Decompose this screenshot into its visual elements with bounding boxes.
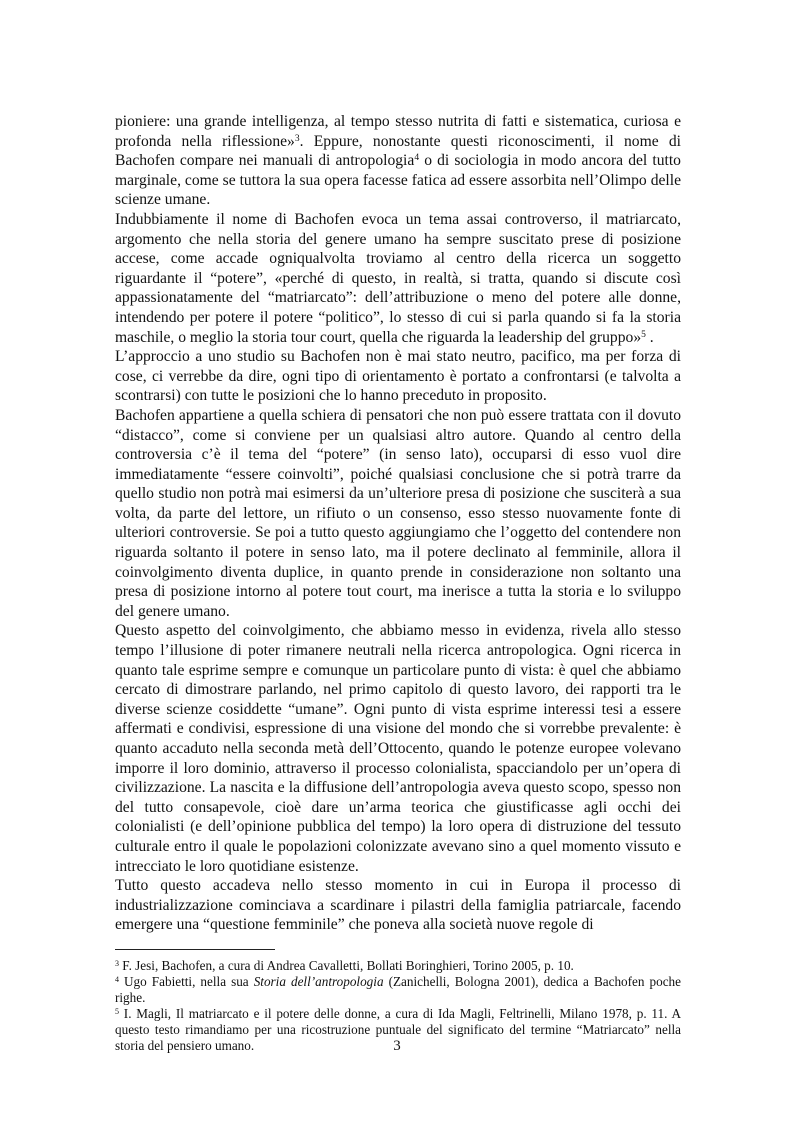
text-run: . Eppure, nonostante questi riconoscimenti, il nome di Bachofen compare nei manuali di antropologia [115,132,681,170]
paragraph-6: Tutto questo accadeva nello stesso momento in cui in Europa il processo di industrializzazione cominciava a scardinare i pilastri della famiglia patriarcale, facendo emergere una “questione femminile” che poneva alla società nuove regole di [115,877,681,934]
text-run: Indubbiamente il nome di Bachofen evoca un tema assai controverso, il matriarcato, argomento che nella storia del genere umano ha sempre suscitato prese di posizione accese, come accade ogniqualvolta troviamo al centro della ricerca un soggetto riguardante il “potere”, «perché di questo, in realtà, si tratta, quando si discute così appassionatamente del “matriarcato”: dell’attribuzione o meno del potere alle donne, intendendo per potere il potere “politico”, lo stesso di cui si parla quando si fa la storia maschile, o meglio la storia tour court, quella che riguarda la leadership del gruppo» [115,210,681,346]
footnote-ref-4: 4 [414,153,420,164]
footnote-number: 5 [115,1006,119,1016]
paragraph-1 [115,112,681,210]
text-run: o di sociologia in modo ancora del tutto marginale, come se tuttora la sua opera facesse fatica ad essere assorbita nell’Olimpo delle scienze umane. [115,152,681,209]
footnote-text: (Zanichelli, Bologna 2001), dedica a Bachofen poche righe. [115,973,681,1005]
footnote-number: 3 [115,958,119,968]
footnote-ref-3: 3 [294,133,300,144]
paragraph-2 [115,210,681,347]
text-run: pioniere: una grande intelligenza, al tempo stesso nutrita di fatti e sistematica, curiosa e profonda nella riflessione» [115,113,681,150]
paragraph-5: Questo aspetto del coinvolgimento, che abbiamo messo in evidenza, rivela allo stesso tempo l’illusione di poter rimanere neutrali nella ricerca antropologica. Ogni ricerca in quanto tale esprime sempre e comunque un particolare punto di vista: è quel che abbiamo cercato di dimostrare parlando, nel primo capitolo di questo lavoro, dei rapporti tra le diverse scienze cosiddette “umane”. Ogni punto di vista esprime interessi tesi a essere affermati e condivisi, espressione di una visione del mondo che si vorrebbe prevalente: è quanto accaduto nella seconda metà dell’Ottocento, quando le potenze europee volevano imporre il loro dominio, attraverso il processo colonialista, spacciandolo per un’opera di civilizzazione. La nascita e la diffusione dell’antropologia aveva questo scopo, spesso non del tutto consapevole, cioè dare un’arma teorica che giustificasse agli occhi dei colonialisti (e dell’opinione pubblica del tempo) la loro opera di distruzione del tessuto culturale entro il quale le popolazioni colonizzate avevano sino a quel momento vissuto e intrecciato le loro quotidiane esistenze. [115,622,681,875]
body-text [115,112,681,935]
paragraph-4: Bachofen appartiene a quella schiera di pensatori che non può essere trattata con il dovuto “distacco”, come si conviene per un qualsiasi altro autore. Quando al centro della controversia c’è il tema del “potere” (in senso lato), occuparsi di esso vuol dire immediatamente “essere coinvolti”, poiché qualsiasi conclusione che si potrà trarre da quello studio non potrà mai esimersi da un’ulteriore presa di posizione che susciterà a sua volta, da parte del lettore, un rifiuto o un consenso, esso stesso nuovamente fonte di ulteriori controversie. Se poi a tutto questo aggiungiamo che l’oggetto del contendere non riguarda soltanto il potere in senso lato, ma il potere declinato al femminile, allora il coinvolgimento diventa duplice, in quanto prende in considerazione non soltanto una presa di posizione intorno al potere tout court, ma inerisce a tutta la storia e lo sviluppo del genere umano. [115,406,681,620]
footnote-book-title: Storia dell’antropologia [253,973,384,989]
footnote-text: F. Jesi, Bachofen, a cura di Andrea Cavalletti, Bollati Boringhieri, Torino 2005, p. 10. [119,957,574,973]
page-number: 3 [393,1038,401,1054]
footnote-3 [115,958,681,974]
footnote-number: 4 [115,974,119,984]
footnote-text: Ugo Fabietti, nella sua [119,973,254,989]
paragraph-3: L’approccio a uno studio su Bachofen non è mai stato neutro, pacifico, ma per forza di cose, ci verrebbe da dire, ogni tipo di orientamento è portato a confrontarsi (e talvolta a scontrarsi) con tutte le posizioni che lo hanno preceduto in proposito. [115,348,681,405]
footnote-4 [115,974,681,1006]
footnote-separator [115,949,275,950]
footnote-ref-5: 5 [641,329,646,340]
page-content [115,112,681,1054]
text-run: . [645,328,654,346]
footnote-text: I. Magli, Il matriarcato e il potere delle donne, a cura di Ida Magli, Feltrinelli, Milano 1978, p. 11. A questo testo rimandiamo per una ricostruzione puntuale del significato del termine “Matriarcato” nella storia del pensiero umano. [115,1005,681,1053]
